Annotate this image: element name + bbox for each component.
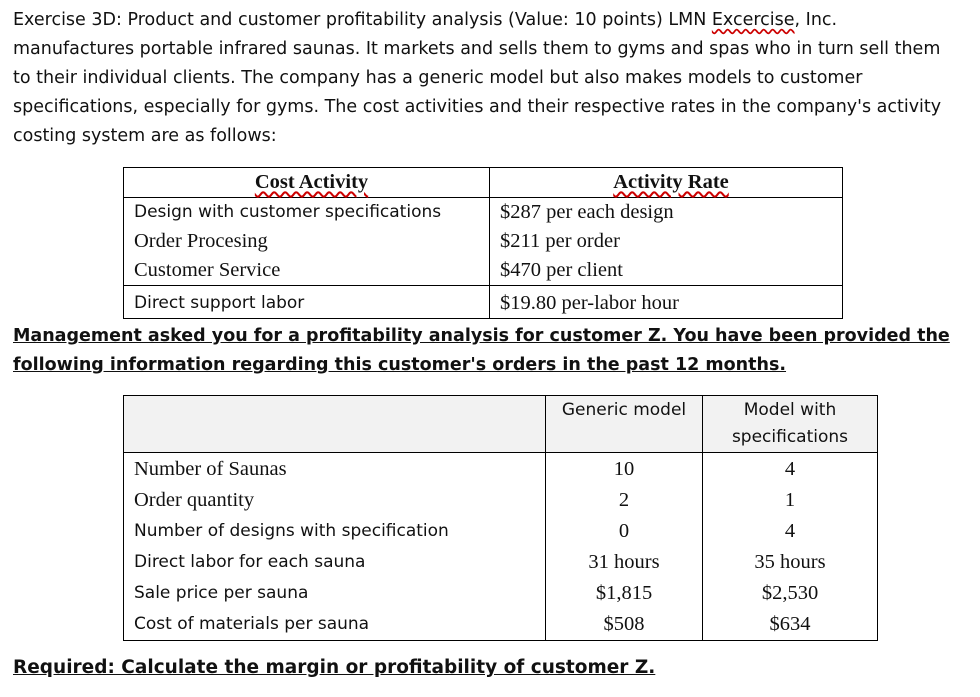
generic-value: 10: [546, 453, 703, 486]
table-row: [124, 453, 878, 486]
activity-cell: Direct support labor: [124, 286, 490, 319]
intro-paragraph: [13, 6, 958, 151]
generic-value: 31 hours: [546, 547, 703, 578]
activity-cell: Order Procesing: [124, 227, 490, 256]
table-row: [124, 227, 843, 256]
header-activity-rate: Activity Rate: [490, 168, 843, 198]
rate-cell: $287 per each design: [490, 198, 843, 228]
table-row: [124, 198, 843, 228]
customer-order-table: [123, 395, 878, 641]
generic-value: $508: [546, 609, 703, 641]
generic-value: $1,815: [546, 578, 703, 609]
required-text: Required: Calculate the margin or profitability of customer Z.: [13, 657, 656, 678]
generic-value: 2: [546, 485, 703, 516]
table-row: [124, 256, 843, 286]
table-row: [124, 516, 878, 547]
rate-cell: $19.80 per-labor hour: [490, 286, 843, 319]
row-label: Direct labor for each sauna: [124, 547, 546, 578]
activity-cell: Design with customer specifications: [124, 198, 490, 228]
row-label: Number of Saunas: [124, 453, 546, 486]
spec-value: $2,530: [703, 578, 878, 609]
table-header-row: [124, 168, 843, 198]
row-label: Order quantity: [124, 485, 546, 516]
row-label: Sale price per sauna: [124, 578, 546, 609]
spec-value: 4: [703, 453, 878, 486]
management-text: Management asked you for a profitability analysis for customer Z. You have been provided the following information regarding this customer's orders in the past 12 months.: [13, 326, 950, 375]
intro-company-word: Excercise: [711, 10, 795, 30]
header-generic-model: Generic model: [546, 396, 703, 453]
row-label: Cost of materials per sauna: [124, 609, 546, 641]
rate-cell: $211 per order: [490, 227, 843, 256]
activity-rate-table: [123, 167, 843, 319]
header-blank-cell: [124, 396, 546, 453]
table-row: [124, 547, 878, 578]
spec-value: 4: [703, 516, 878, 547]
spec-value: 1: [703, 485, 878, 516]
table-header-row: [124, 396, 878, 453]
table-row: [124, 485, 878, 516]
rate-cell: $470 per client: [490, 256, 843, 286]
header-cost-activity: Cost Activity: [124, 168, 490, 198]
table-row: [124, 578, 878, 609]
activity-cell: Customer Service: [124, 256, 490, 286]
row-label: Number of designs with specification: [124, 516, 546, 547]
intro-text-1: Exercise 3D: Product and customer profitability analysis (Value: 10 points) LMN: [13, 10, 712, 30]
table-row: [124, 609, 878, 641]
spec-value: 35 hours: [703, 547, 878, 578]
table-row: [124, 286, 843, 319]
spec-value: $634: [703, 609, 878, 641]
generic-value: 0: [546, 516, 703, 547]
intro-text-2: , Inc. manufactures portable infrared saunas. It markets and sells them to gyms and spas who in turn sell them to their individual clients. The company has a generic model but also makes models to customer specifications, especially for gyms. The cost activities and their respective rates in the company's activity costing system are as follows:: [13, 10, 942, 146]
header-model-with-specifications: Model with specifications: [703, 396, 878, 453]
